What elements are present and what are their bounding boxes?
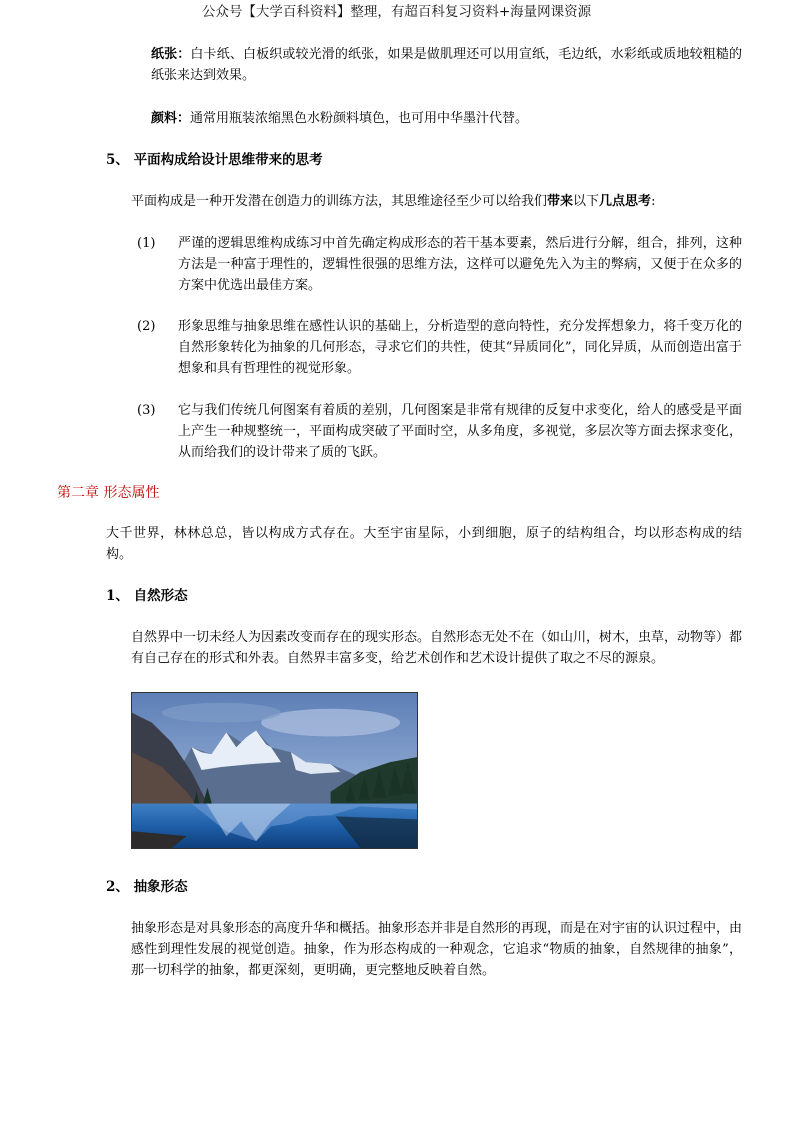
section-5-title: 5、 平面构成给设计思维带来的思考: [106, 152, 323, 168]
section-5-intro: [131, 191, 742, 212]
mountain-lake-photo: [131, 692, 418, 849]
list-number: (3): [137, 403, 156, 418]
pigment-text: 通常用瓶装浓缩黑色水粉颜料填色，也可用中华墨汁代替。: [190, 111, 529, 126]
paper-item: [151, 44, 742, 86]
intro-part-b: 带来: [547, 194, 574, 209]
intro-part-e: :: [651, 194, 656, 209]
list-item: 形象思维与抽象思维在感性认识的基础上，分析造型的意向特性，充分发挥想象力，将千变万化的自然形象转化为抽象的几何形态，寻求它们的共性，使其“异质同化”，同化异质，从而创造出富于想象和具有哲理性的视觉形象。: [178, 319, 742, 376]
chapter-2-intro: 大千世界，林林总总，皆以构成方式存在。大至宇宙星际，小到细胞，原子的结构组合，均以形态构成的结构。: [106, 526, 742, 562]
pigment-label: 颜料：: [151, 111, 191, 126]
paper-label: 纸张：: [151, 47, 191, 62]
chapter-2-title: 第二章 形态属性: [57, 485, 160, 501]
intro-part-a: 平面构成是一种开发潜在创造力的训练方法，其思维途径至少可以给我们: [131, 194, 548, 209]
list-item: 它与我们传统几何图案有着质的差别，几何图案是非常有规律的反复中求变化，给人的感受是平面上产生一种规整统一，平面构成突破了平面时空，从多角度，多视觉，多层次等方面去探求变化，从而给我们的设计带来了质的飞跃。: [178, 403, 742, 460]
intro-part-d: 几点思考: [599, 194, 652, 209]
list-number: (1): [137, 236, 156, 251]
natural-form-title: 1、 自然形态: [106, 588, 188, 604]
abstract-form-title: 2、 抽象形态: [106, 879, 188, 895]
list-item: 严谨的逻辑思维构成练习中首先确定构成形态的若干基本要素，然后进行分解，组合，排列，这种方法是一种富于理性的，逻辑性很强的思维方法，这样可以避免先入为主的弊病，又便于在众多的方案中优选出最佳方案。: [178, 236, 742, 293]
abstract-form-text: 抽象形态是对具象形态的高度升华和概括。抽象形态并非是自然形的再现，而是在对宇宙的认识过程中，由感性到理性发展的视觉创造。抽象，作为形态构成的一种观念，它追求“物质的抽象，自然规律的抽象”，那一切科学的抽象，都更深刻，更明确，更完整地反映着自然。: [131, 921, 743, 978]
paper-text: 白卡纸、白板织或较光滑的纸张，如果是做肌理还可以用宣纸，毛边纸，水彩纸或质地较粗糙的纸张来达到效果。: [151, 47, 742, 83]
list-number: (2): [137, 319, 156, 334]
intro-part-c: 以下: [573, 194, 600, 209]
page-header: 公众号【大学百科资料】整理，有超百科复习资料+海量网课资源: [201, 4, 592, 20]
pigment-item: [151, 108, 742, 129]
natural-form-text: 自然界中一切未经人为因素改变而存在的现实形态。自然形态无处不在（如山川，树木，虫草，动物等）都有自己存在的形式和外表。自然界丰富多变，给艺术创作和艺术设计提供了取之不尽的源泉。: [131, 630, 743, 666]
